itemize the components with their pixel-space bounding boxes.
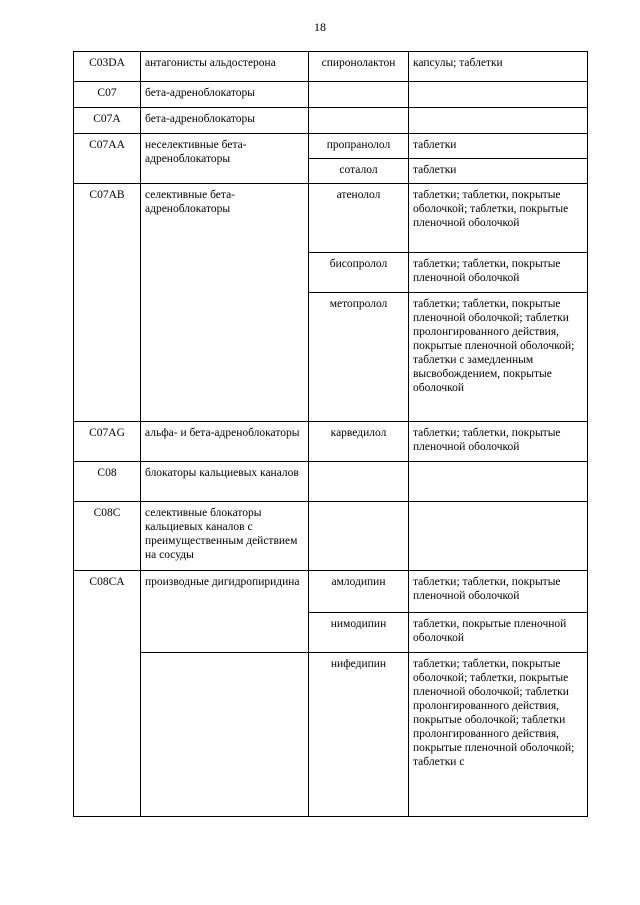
dosage-form-cell: таблетки, покрытые пленочной оболочкой: [409, 613, 588, 653]
dosage-form-cell: [409, 462, 588, 502]
atc-code-cell: C08: [74, 462, 141, 502]
drug-name-cell: спиронолактон: [309, 52, 409, 82]
atc-code-cell: C08C: [74, 502, 141, 571]
atc-code-cell: C07A: [74, 108, 141, 134]
drug-name-cell: [309, 82, 409, 108]
dosage-form-cell: таблетки: [409, 134, 588, 159]
drug-name-cell: атенолол: [309, 184, 409, 253]
drug-name-cell: нифедипин: [309, 653, 409, 817]
dosage-form-cell: таблетки; таблетки, покрытые оболочкой; таблетки, покрытые пленочной оболочкой; таблетки пролонгированного действия, покрытые оболочкой; таблетки пролонгированного действия, покрытые пленочной оболочкой; таблетки с: [409, 653, 588, 817]
drug-table: [73, 51, 588, 817]
atc-group-cell: блокаторы кальциевых каналов: [141, 462, 309, 502]
atc-code-cell: C07AB: [74, 184, 141, 422]
dosage-form-cell: таблетки: [409, 159, 588, 184]
atc-group-cell: антагонисты альдостерона: [141, 52, 309, 82]
atc-group-cell: производные дигидропиридина: [141, 571, 309, 653]
dosage-form-cell: [409, 108, 588, 134]
dosage-form-cell: капсулы; таблетки: [409, 52, 588, 82]
drug-name-cell: [309, 108, 409, 134]
table-row: [74, 52, 588, 82]
dosage-form-cell: таблетки; таблетки, покрытые пленочной оболочкой; таблетки пролонгированного действия, покрытые пленочной оболочкой; таблетки с замедленным высвобождением, покрытые оболочкой: [409, 293, 588, 422]
page-number: 18: [314, 20, 326, 34]
drug-name-cell: соталол: [309, 159, 409, 184]
drug-name-cell: карведилол: [309, 422, 409, 462]
drug-name-cell: нимодипин: [309, 613, 409, 653]
dosage-form-cell: таблетки; таблетки, покрытые пленочной оболочкой: [409, 253, 588, 293]
dosage-form-cell: таблетки; таблетки, покрытые пленочной оболочкой: [409, 422, 588, 462]
dosage-form-cell: таблетки; таблетки, покрытые пленочной оболочкой: [409, 571, 588, 613]
drug-name-cell: метопролол: [309, 293, 409, 422]
table-row: [74, 571, 588, 613]
atc-code-cell: C07: [74, 82, 141, 108]
table-row: [74, 502, 588, 571]
atc-code-cell: C07AA: [74, 134, 141, 184]
drug-name-cell: бисопролол: [309, 253, 409, 293]
table-row: [74, 462, 588, 502]
drug-name-cell: пропранолол: [309, 134, 409, 159]
atc-code-cell: C07AG: [74, 422, 141, 462]
atc-group-cell: бета-адреноблокаторы: [141, 82, 309, 108]
atc-code-cell: C08CA: [74, 571, 141, 817]
atc-group-cell: альфа- и бета-адреноблокаторы: [141, 422, 309, 462]
dosage-form-cell: [409, 502, 588, 571]
table-row: [74, 108, 588, 134]
atc-code-cell: C03DA: [74, 52, 141, 82]
drug-name-cell: [309, 462, 409, 502]
atc-group-cell: селективные бета-адреноблокаторы: [141, 184, 309, 422]
atc-group-cell: селективные блокаторы кальциевых каналов с преимущественным действием на сосуды: [141, 502, 309, 571]
atc-group-cell: [141, 653, 309, 817]
atc-group-cell: неселективные бета-адреноблокаторы: [141, 134, 309, 184]
dosage-form-cell: таблетки; таблетки, покрытые оболочкой; таблетки, покрытые пленочной оболочкой: [409, 184, 588, 253]
table-row: [74, 134, 588, 159]
table-row: [74, 184, 588, 253]
drug-name-cell: [309, 502, 409, 571]
atc-group-cell: бета-адреноблокаторы: [141, 108, 309, 134]
table-row: [74, 422, 588, 462]
table-row: [74, 653, 588, 817]
table-row: [74, 82, 588, 108]
drug-name-cell: амлодипин: [309, 571, 409, 613]
dosage-form-cell: [409, 82, 588, 108]
